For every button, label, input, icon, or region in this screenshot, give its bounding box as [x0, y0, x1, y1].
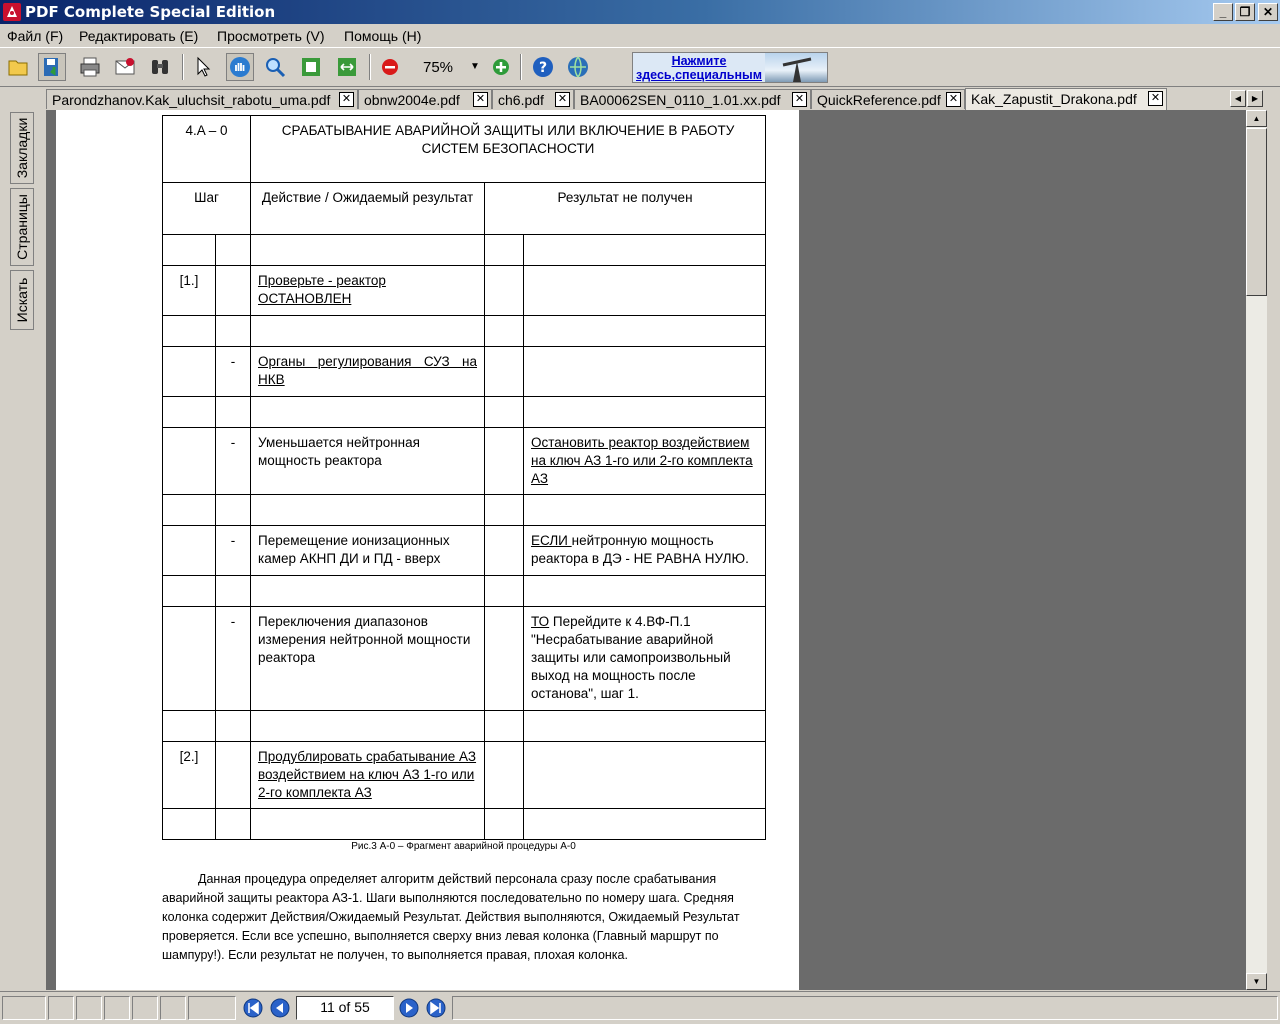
tab-close-icon[interactable]: ✕ [555, 92, 570, 107]
menu-bar [0, 24, 1280, 46]
table-row [163, 809, 766, 840]
help-icon[interactable] [529, 53, 557, 81]
scroll-down-icon[interactable]: ▼ [1246, 973, 1267, 990]
ad-line-2: здесь,специальным [636, 68, 762, 82]
menu-edit[interactable]: Редактировать (E) [79, 28, 199, 44]
column-header-failed: Результат не получен [485, 183, 766, 235]
tab-label: obnw2004e.pdf [364, 92, 460, 108]
action-text: Уменьшается нейтронная мощность реактора [251, 428, 485, 495]
figure-caption: Рис.3 А-0 – Фрагмент аварийной процедуры А-0 [351, 841, 576, 852]
tab-scroll-right-icon[interactable]: ▶ [1247, 90, 1263, 107]
previous-page-icon[interactable] [270, 998, 290, 1018]
table-row [163, 235, 766, 266]
side-tab-pages[interactable] [10, 188, 34, 266]
substep-dash: - [216, 526, 251, 576]
status-cell [188, 996, 236, 1020]
column-header-action: Действие / Ожидаемый результат [251, 183, 485, 235]
zoom-level[interactable]: 75% [422, 59, 454, 76]
window-title: PDF Complete Special Edition [25, 3, 276, 21]
tab-ba00062sen[interactable] [574, 89, 811, 109]
column-header-step: Шаг [163, 183, 251, 235]
maximize-button[interactable]: ❐ [1235, 3, 1255, 21]
tab-close-icon[interactable]: ✕ [946, 92, 961, 107]
vertical-scrollbar[interactable] [1246, 110, 1267, 990]
page-number-field[interactable]: 11 of 55 [296, 996, 394, 1020]
step-number: [1.] [163, 266, 216, 316]
zoom-out-icon[interactable] [376, 53, 404, 81]
condition-keyword: ЕСЛИ [531, 533, 572, 548]
tab-close-icon[interactable]: ✕ [339, 92, 354, 107]
substep-dash: - [216, 347, 251, 397]
toolbar-separator [520, 54, 522, 80]
last-page-icon[interactable] [426, 998, 446, 1018]
menu-file[interactable]: Файл (F) [7, 28, 64, 44]
next-page-icon[interactable] [399, 998, 419, 1018]
body-paragraph [162, 870, 740, 965]
table-row [163, 526, 766, 576]
ad-banner-link[interactable] [633, 53, 765, 82]
status-cell [48, 996, 74, 1020]
zoom-in-icon[interactable] [487, 53, 515, 81]
update-globe-icon[interactable] [564, 53, 592, 81]
minimize-button[interactable]: _ [1213, 3, 1233, 21]
action-text: Переключения диапазонов измерения нейтронной мощности реактора [251, 607, 485, 711]
table-row [163, 397, 766, 428]
side-panel [0, 110, 46, 992]
toolbar-separator [182, 54, 184, 80]
procedure-code: 4.A – 0 [163, 116, 251, 183]
menu-help[interactable]: Помощь (H) [344, 28, 422, 44]
table-row [163, 347, 766, 397]
condition-text: нейтронную мощность реактора в ДЭ - НЕ РАВНА НУЛЮ. [531, 533, 749, 566]
scroll-thumb[interactable] [1246, 128, 1267, 296]
save-icon[interactable] [38, 53, 66, 81]
status-cell [132, 996, 158, 1020]
tab-label: BA00062SEN_0110_1.01.xx.pdf [580, 92, 781, 108]
side-tab-label: Страницы [14, 194, 30, 260]
table-row [163, 711, 766, 742]
tab-close-icon[interactable]: ✕ [473, 92, 488, 107]
failed-condition [524, 607, 766, 711]
select-arrow-icon[interactable] [189, 53, 217, 81]
tab-kak-zapustit-drakona[interactable] [965, 88, 1167, 110]
failed-condition [524, 526, 766, 576]
status-cell [160, 996, 186, 1020]
substep-dash: - [216, 428, 251, 495]
table-row [163, 607, 766, 711]
fit-width-icon[interactable] [333, 53, 361, 81]
tab-parondzhanov[interactable] [46, 89, 358, 109]
open-folder-icon[interactable] [4, 53, 32, 81]
scroll-up-icon[interactable]: ▲ [1246, 110, 1267, 127]
find-binoculars-icon[interactable] [146, 53, 174, 81]
table-row [163, 742, 766, 809]
toolbar [0, 47, 1280, 87]
close-button[interactable]: ✕ [1258, 3, 1278, 21]
side-tab-search[interactable] [10, 270, 34, 330]
print-icon[interactable] [76, 53, 104, 81]
tab-close-icon[interactable]: ✕ [1148, 91, 1163, 106]
side-tab-label: Закладки [14, 117, 30, 179]
zoom-dropdown-arrow-icon[interactable]: ▼ [470, 61, 480, 72]
status-bar [0, 991, 1280, 1024]
svg-text:?: ? [538, 60, 548, 76]
condition-text: Перейдите к 4.ВФ-П.1 "Несрабатывание аварийной защиты или самопроизвольный выход на мощность после останова", шаг 1. [531, 614, 731, 701]
procedure-table [162, 115, 766, 840]
ad-banner[interactable] [632, 52, 828, 83]
side-tab-label: Искать [14, 277, 30, 323]
pdf-page [56, 110, 799, 990]
ad-banner-image [765, 53, 828, 82]
title-bar[interactable] [0, 0, 1280, 24]
action-text: Органы регулирования СУЗ на НКВ [251, 347, 485, 397]
step-number: [2.] [163, 742, 216, 809]
zoom-magnifier-icon[interactable] [261, 53, 289, 81]
tab-label: Kak_Zapustit_Drakona.pdf [971, 91, 1137, 107]
first-page-icon[interactable] [243, 998, 263, 1018]
document-viewer[interactable] [46, 110, 1246, 990]
table-row [163, 495, 766, 526]
action-text: Перемещение ионизационных камер АКНП ДИ и ПД - вверх [251, 526, 485, 576]
tab-label: ch6.pdf [498, 92, 544, 108]
tab-ch6[interactable] [492, 89, 574, 109]
pdf-complete-app-icon [2, 2, 22, 22]
tab-scroll-left-icon[interactable]: ◀ [1230, 90, 1246, 107]
side-tab-bookmarks[interactable] [10, 112, 34, 184]
tab-close-icon[interactable]: ✕ [792, 92, 807, 107]
table-row [163, 316, 766, 347]
fit-page-icon[interactable] [297, 53, 325, 81]
status-message-area [452, 996, 1278, 1020]
status-cell [2, 996, 46, 1020]
toolbar-separator [369, 54, 371, 80]
status-cell [76, 996, 102, 1020]
substep-dash: - [216, 607, 251, 711]
tab-quickreference[interactable] [811, 89, 965, 109]
menu-view[interactable]: Просмотреть (V) [217, 28, 325, 44]
tab-obnw2004e[interactable] [358, 89, 492, 109]
action-text: Проверьте - реактор ОСТАНОВЛЕН [251, 266, 485, 316]
paragraph-text: Данная процедура определяет алгоритм действий персонала сразу после срабатывания аварийной защиты реактора АЗ-1. Шаги выполняются последовательно по номеру шага. Средняя колонка содержит Действия/Ожидаемый Результат. Действия выполняются, Ожидаемый Результат проверяется. Если все успешно, выполняется сверху вниз левая колонка (Главный маршрут по шампуру!). Если результат не получен, то выполняется правая, плохая колонка. [162, 872, 740, 962]
hand-tool-icon[interactable] [226, 53, 254, 81]
table-row [163, 576, 766, 607]
table-row [163, 266, 766, 316]
procedure-title: СРАБАТЫВАНИЕ АВАРИЙНОЙ ЗАЩИТЫ ИЛИ ВКЛЮЧЕНИЕ В РАБОТУ СИСТЕМ БЕЗОПАСНОСТИ [251, 116, 766, 183]
tab-label: QuickReference.pdf [817, 92, 941, 108]
document-tabs [46, 88, 1280, 110]
tab-label: Parondzhanov.Kak_uluchsit_rabotu_uma.pdf [52, 92, 331, 108]
status-cell [104, 996, 130, 1020]
action-text: Продублировать срабатывание АЗ воздействием на ключ АЗ 1-го или 2-го комплекта АЗ [251, 742, 485, 809]
condition-keyword: ТО [531, 614, 550, 629]
failed-action-text: Остановить реактор воздействием на ключ АЗ 1-го или 2-го комплекта АЗ [524, 428, 766, 495]
ad-line-1: Нажмите [671, 54, 727, 68]
table-row [163, 428, 766, 495]
email-icon[interactable] [111, 53, 139, 81]
